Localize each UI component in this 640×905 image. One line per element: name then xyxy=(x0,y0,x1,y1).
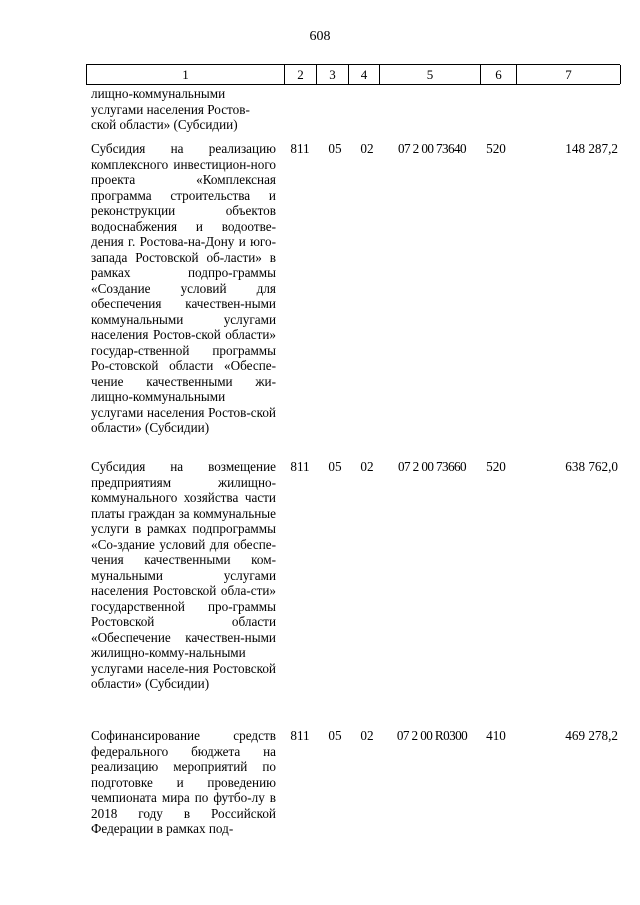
row-amount: 469 278,2 xyxy=(565,728,618,743)
row-amount: 638 762,0 xyxy=(565,459,618,474)
page-number: 608 xyxy=(309,29,331,44)
row-ministry-code: 811 xyxy=(290,728,310,743)
row-subsection-code: 02 xyxy=(360,728,374,743)
header-col-6: 6 xyxy=(481,65,517,84)
row-subsection-code: 02 xyxy=(360,141,374,156)
row-expense-type: 520 xyxy=(486,459,506,474)
row-amount: 148 287,2 xyxy=(565,141,618,156)
row-description: лищно-коммунальными услугами населения Ростов- ской области» (Субсидии) xyxy=(91,86,250,132)
row-subsection-code: 02 xyxy=(360,459,374,474)
table-header xyxy=(86,64,620,85)
row-target-code: 07 2 00 73660 xyxy=(397,459,467,474)
header-col-1: 1 xyxy=(87,65,285,84)
row-section-code: 05 xyxy=(328,728,342,743)
header-col-2: 2 xyxy=(285,65,317,84)
header-col-5: 5 xyxy=(380,65,481,84)
header-col-7: 7 xyxy=(517,65,621,84)
row-ministry-code: 811 xyxy=(290,141,310,156)
row-description: Субсидия на возмещение предприятиям жилищно-коммунального хозяйства части платы граждан за коммунальные услуги в рамках подпрограммы «Со-здание условий для обеспе-чения качественными ком-мунальными услугами населения Ростовской обла-сти» государственной про-граммы Ростовской области «Обеспечение качествен-ными жилищно-комму-нальными услугами населе-ния Ростовской области» (Субсидии) xyxy=(91,459,276,691)
row-expense-type: 520 xyxy=(486,141,506,156)
row-section-code: 05 xyxy=(328,141,342,156)
row-description: Софинансирование средств федерального бюджета на реализацию мероприятий по подготовке и проведению чемпионата мира по футбо-лу в 2018 году в Российской Федерации в рамках под- xyxy=(91,728,276,836)
header-col-4: 4 xyxy=(349,65,380,84)
header-col-3: 3 xyxy=(317,65,349,84)
row-target-code: 07 2 00 73640 xyxy=(397,141,467,156)
row-expense-type: 410 xyxy=(486,728,506,743)
row-ministry-code: 811 xyxy=(290,459,310,474)
row-target-code: 07 2 00 R0300 xyxy=(396,728,468,743)
row-description: Субсидия на реализацию комплексного инвестицион-ного проекта «Комплексная программа строительства и реконструкции объектов водоснабжения и водоотве-дения г. Ростова-на-Дону и юго-запада Ростовской об-ласти» в рамках подпро-граммы «Создание условий для обеспечения качествен-ными коммунальными услугами населения Ростов-ской области» государ-ственной программы Ро-стовской области «Обеспе-чение качественными жи-лищно-коммунальными услугами населения Ростов-ской области» (Субсидии) xyxy=(91,141,276,435)
row-section-code: 05 xyxy=(328,459,342,474)
